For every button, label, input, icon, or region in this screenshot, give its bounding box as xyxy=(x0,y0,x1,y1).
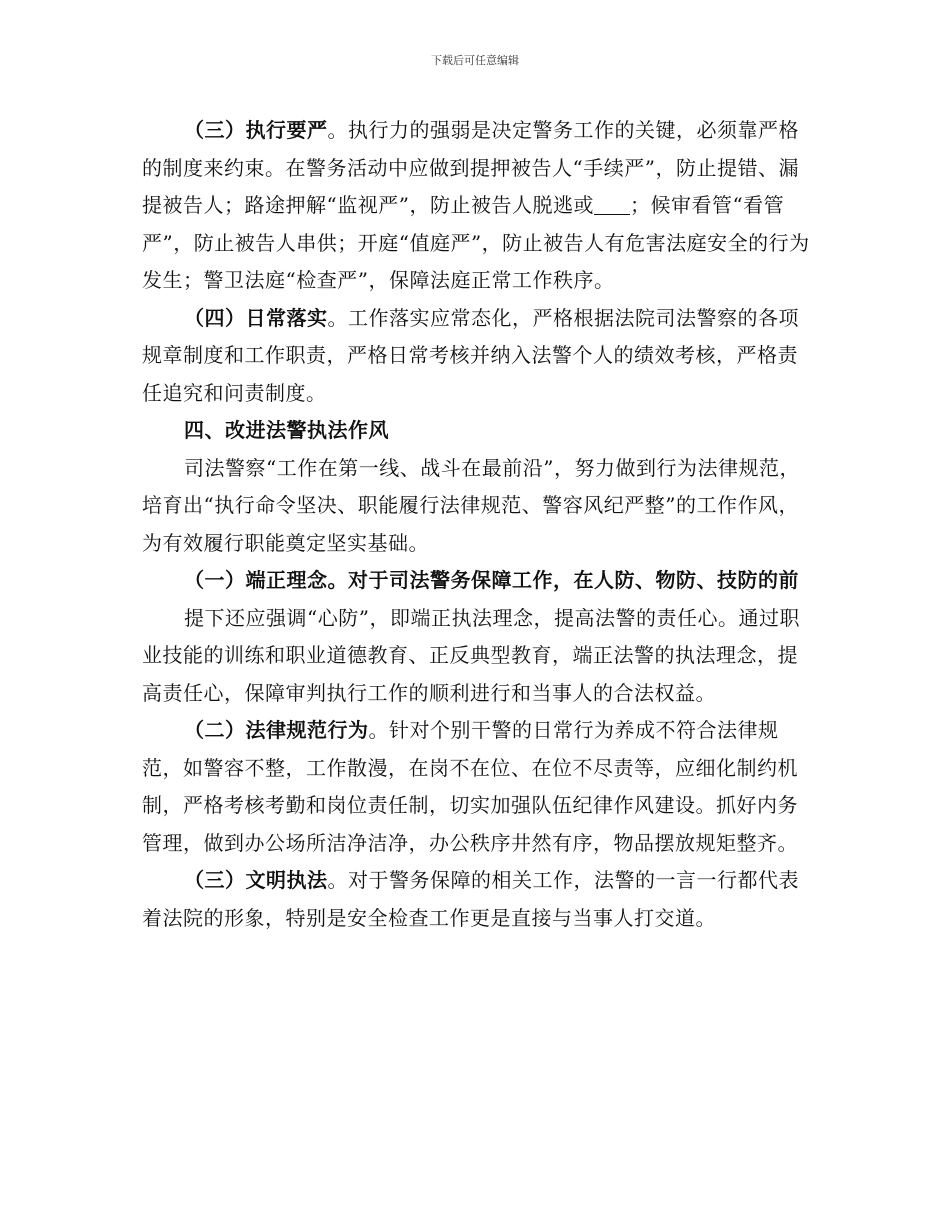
section-heading: 四、改进法警执法作风 xyxy=(184,418,389,442)
paragraph-text: 。执行力的强弱是决定警务工作的关键，必须靠严格的制度来约束。在警务活动中应做到提押被告人“手续严”，防止提错、漏提被告人；路途押解“监视严”，防止被告人脱逃或 xyxy=(142,118,799,217)
paragraph-lead: （二）法律规范行为 xyxy=(184,718,369,742)
paragraph-civil-enforcement xyxy=(142,862,814,937)
paragraph-regulated-conduct xyxy=(142,712,814,862)
page-header: 下载后可任意编辑 xyxy=(431,54,519,67)
paragraph-daily-implementation xyxy=(142,300,814,413)
paragraph-correct-concept-heading: （一）端正理念。对于司法警务保障工作，在人防、物防、技防的前 xyxy=(184,568,799,592)
paragraph-execution-strict xyxy=(142,112,814,300)
paragraph-lead: （三）执行要严 xyxy=(184,118,328,142)
paragraph-text: 。对于警务保障的相关工作，法警的一言一行都代表着法院的形象，特别是安全检查工作更是直接与当事人打交道。 xyxy=(142,868,799,930)
paragraph-text: 。工作落实应常态化，严格根据法院司法警察的各项规章制度和工作职责，严格日常考核并纳入法警个人的绩效考核，严格责任追究和问责制度。 xyxy=(142,305,799,405)
fill-in-blank xyxy=(594,194,630,215)
paragraph-lead: （四）日常落实 xyxy=(184,305,328,330)
paragraph-lead: （三）文明执法 xyxy=(184,868,328,892)
paragraph-intro: 司法警察“工作在第一线、战斗在最前沿”，努力做到行为法律规范，培育出“执行命令坚决、职能履行法律规范、警容风纪严整”的工作作风，为有效履行职能奠定坚实基础。 xyxy=(142,455,800,555)
paragraph-correct-concept: 提下还应强调“心防”，即端正执法理念，提高法警的责任心。通过职业技能的训练和职业道德教育、正反典型教育，端正法警的执法理念，提高责任心，保障审判执行工作的顺利进行和当事人的合法权益。 xyxy=(142,605,800,705)
document-body xyxy=(142,112,814,937)
paragraph-text: ；候审看管“看管严”，防止被告人串供；开庭“值庭严”，防止被告人有危害法庭安全的行为发生；警卫法庭“检查严”，保障法庭正常工作秩序。 xyxy=(142,193,810,292)
paragraph-text: 。针对个别干警的日常行为养成不符合法律规范，如警容不整，工作散漫，在岗不在位、在位不尽责等，应细化制约机制，严格考核考勤和岗位责任制，切实加强队伍纪律作风建设。抓好内务管理，做到办公场所洁净洁净，办公秩序井然有序，物品摆放规矩整齐。 xyxy=(142,718,798,855)
